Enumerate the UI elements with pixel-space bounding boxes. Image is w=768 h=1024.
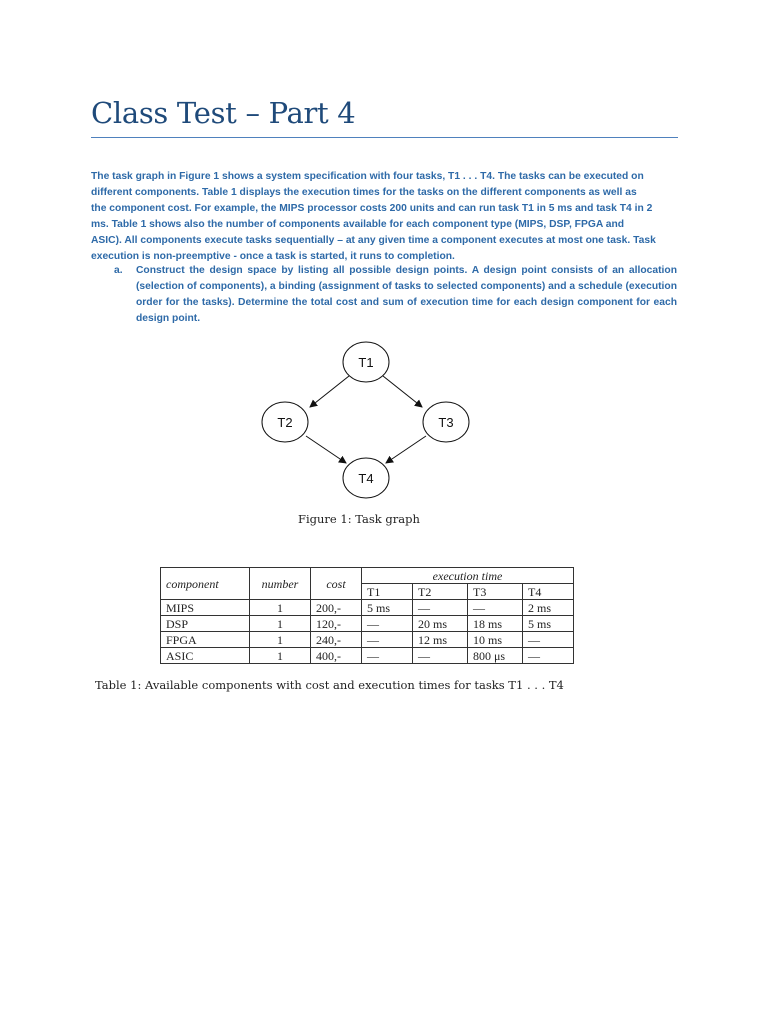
intro-paragraph [91,169,691,265]
title-divider [91,137,678,138]
cell-cost: 240,- [311,632,362,648]
cell-time: — [468,600,523,616]
cell-cost: 120,- [311,616,362,632]
cell-time: — [523,648,574,664]
cell-time: — [523,632,574,648]
edge-t2-t4 [306,436,346,463]
table-row [161,600,574,616]
header-task: T1 [362,584,413,600]
question-text: Construct the design space by listing all possible design points. A design point consists of an allocation (selection of components), a binding (assignment of tasks to selected components) and a schedule (execution order for the tasks). Determine the total cost and sum of execution time for each design component for each design point. [136,265,677,324]
components-table [160,567,574,664]
cell-time: — [362,632,413,648]
figure-caption: Figure 1: Task graph [298,512,420,526]
cell-number: 1 [250,600,311,616]
question-label: a. [114,265,123,276]
node-t4-label: T4 [358,471,374,486]
header-component: component [161,568,250,600]
table-caption: Table 1: Available components with cost and execution times for tasks T1 . . . T4 [95,678,564,692]
cell-cost: 200,- [311,600,362,616]
header-task: T2 [413,584,468,600]
cell-time: — [413,648,468,664]
task-graph-edges [306,376,426,463]
intro-line: ASIC). All components execute tasks sequentially – at any given time a component executes at most one task. Task [91,235,656,246]
cell-number: 1 [250,632,311,648]
cell-number: 1 [250,648,311,664]
cell-time: 5 ms [362,600,413,616]
intro-line: different components. Table 1 displays the execution times for the tasks on the different components as well as [91,187,637,198]
edge-t1-t3 [383,376,422,407]
cell-component: FPGA [161,632,250,648]
node-t3-label: T3 [438,415,454,430]
cell-time: — [362,616,413,632]
cell-time: 20 ms [413,616,468,632]
cell-component: DSP [161,616,250,632]
cell-time: 5 ms [523,616,574,632]
intro-line: ms. Table 1 shows also the number of components available for each component type (MIPS, DSP, FPGA and [91,219,625,230]
node-t1-label: T1 [358,355,374,370]
table-header-row [161,568,574,584]
header-task: T4 [523,584,574,600]
task-graph [250,338,490,504]
intro-line: The task graph in Figure 1 shows a system specification with four tasks, T1 . . . T4. The tasks can be executed on [91,171,644,182]
table-row [161,632,574,648]
header-execution-time: execution time [362,568,574,584]
table-row [161,648,574,664]
cell-time: 800 μs [468,648,523,664]
node-t4 [343,458,389,498]
node-t2 [262,402,308,442]
header-task: T3 [468,584,523,600]
edge-t3-t4 [386,436,426,463]
edge-t1-t2 [310,376,349,407]
header-cost: cost [311,568,362,600]
page-title: Class Test – Part 4 [91,96,356,130]
cell-time: 18 ms [468,616,523,632]
intro-line: execution is non-preemptive - once a task is started, it runs to completion. [91,251,455,262]
cell-time: 12 ms [413,632,468,648]
cell-component: ASIC [161,648,250,664]
cell-time: — [362,648,413,664]
node-t3 [423,402,469,442]
header-number: number [250,568,311,600]
intro-line: the component cost. For example, the MIPS processor costs 200 units and can run task T1 in 5 ms and task T4 in 2 [91,203,653,214]
cell-time: 2 ms [523,600,574,616]
node-t2-label: T2 [277,415,293,430]
cell-time: 10 ms [468,632,523,648]
cell-number: 1 [250,616,311,632]
cell-time: — [413,600,468,616]
table-row [161,616,574,632]
cell-component: MIPS [161,600,250,616]
node-t1 [343,342,389,382]
cell-cost: 400,- [311,648,362,664]
